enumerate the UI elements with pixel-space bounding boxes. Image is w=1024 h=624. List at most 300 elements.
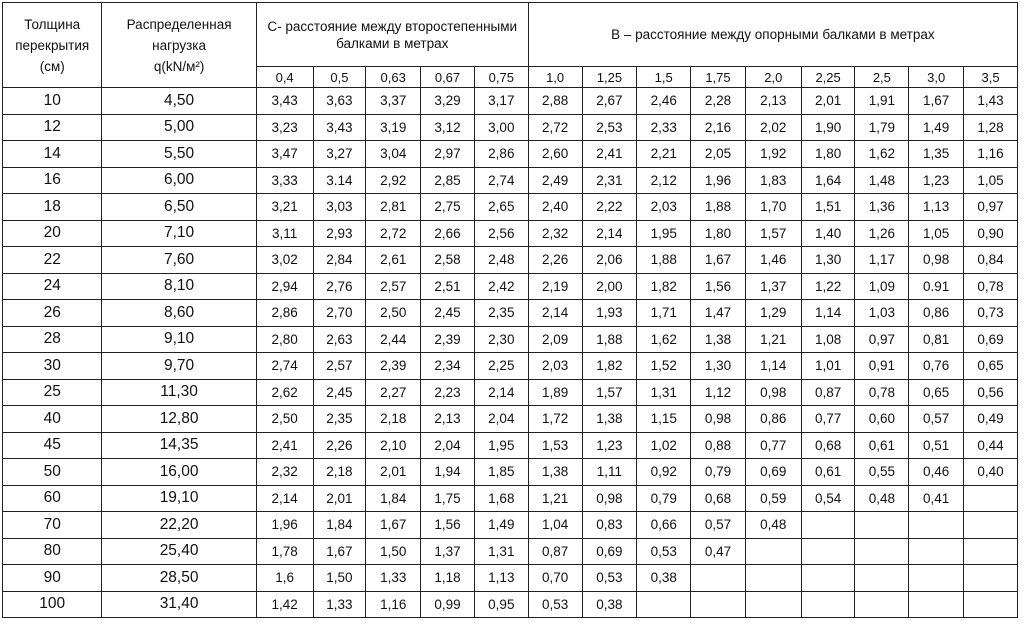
load-cell: 11,30 [102,379,256,406]
c-value-cell: 0,95 [474,591,528,618]
b-value-cell: 1,90 [801,114,855,141]
b-value-cell: 0,97 [964,194,1018,221]
c-value-cell: 2,04 [421,432,475,459]
b-value-cell [801,512,855,539]
b-value-cell: 0,49 [964,406,1018,433]
b-value-cell: 2,05 [691,141,746,168]
b-value-cell: 2,28 [691,88,746,115]
b-value-cell: 0,87 [528,538,582,565]
header-load-title: Распределенная нагрузка [126,16,232,53]
b-value-cell: 2,40 [528,194,582,221]
b-value-cell: 1,35 [909,141,964,168]
c-value-cell: 2,01 [313,485,366,512]
table-row [3,114,1018,141]
c-value-cell: 2,18 [313,459,366,486]
b-value-cell: 0,98 [909,247,964,274]
c-value-cell: 1,68 [474,485,528,512]
c-value-cell: 3,63 [313,88,366,115]
b-value-cell: 1,31 [637,379,691,406]
c-value-cell: 3,47 [256,141,313,168]
c-value-cell: 2,14 [474,379,528,406]
b-value-cell: 0,79 [691,459,746,486]
b-value-cell: 2,03 [528,353,582,380]
load-cell: 5,00 [102,114,256,141]
b-value-cell: 0,38 [582,591,637,618]
b-value-cell: 0,98 [745,379,801,406]
c-value-cell: 3,03 [313,194,366,221]
b-value-cell: 1,37 [745,273,801,300]
c-value-cell: 1,50 [366,538,421,565]
c-value-cell: 2,86 [474,141,528,168]
thickness-cell: 18 [3,194,102,221]
load-cell: 7,10 [102,220,256,247]
c-value-cell: 1,18 [421,565,475,592]
b-value-cell: 0,73 [964,300,1018,327]
load-cell: 4,50 [102,88,256,115]
c-value-cell: 2,45 [313,379,366,406]
header-b-3: 1,75 [691,67,746,88]
c-value-cell: 3,43 [313,114,366,141]
b-value-cell: 2,72 [528,114,582,141]
header-b-group: В – расстояние между опорными балками в метрах [528,3,1017,67]
c-value-cell: 2,94 [256,273,313,300]
header-b-8: 3,5 [964,67,1018,88]
table-row [3,512,1018,539]
c-value-cell: 2,44 [366,326,421,353]
b-value-cell: 0,97 [855,326,909,353]
b-value-cell [964,591,1018,618]
c-value-cell: 2,74 [256,353,313,380]
b-value-cell [745,565,801,592]
c-value-cell: 2,41 [256,432,313,459]
b-value-cell: 0,90 [964,220,1018,247]
thickness-cell: 100 [3,591,102,618]
c-value-cell: 2,61 [366,247,421,274]
b-value-cell [855,512,909,539]
b-value-cell: 0,66 [637,512,691,539]
c-value-cell: 2,65 [474,194,528,221]
b-value-cell: 2,06 [582,247,637,274]
b-value-cell: 0,38 [637,565,691,592]
b-value-cell: 1,62 [637,326,691,353]
b-value-cell: 0,65 [909,379,964,406]
b-value-cell: 1,11 [582,459,637,486]
c-value-cell: 1,13 [474,565,528,592]
b-value-cell: 0,88 [691,432,746,459]
b-value-cell: 1,46 [745,247,801,274]
b-value-cell: 1,64 [801,167,855,194]
c-value-cell: 2,58 [421,247,475,274]
b-value-cell: 2,02 [745,114,801,141]
b-value-cell: 1,15 [637,406,691,433]
b-value-cell: 1,67 [691,247,746,274]
header-b-2: 1,5 [637,67,691,88]
table-body [3,88,1018,618]
thickness-cell: 14 [3,141,102,168]
b-value-cell: 0,68 [801,432,855,459]
thickness-cell: 25 [3,379,102,406]
table-row [3,406,1018,433]
b-value-cell: 2,46 [637,88,691,115]
thickness-cell: 60 [3,485,102,512]
b-value-cell: 1,38 [582,406,637,433]
c-value-cell: 2,45 [421,300,475,327]
b-value-cell: 1,43 [964,88,1018,115]
b-value-cell [909,565,964,592]
c-value-cell: 2,35 [474,300,528,327]
b-value-cell [855,538,909,565]
b-value-cell: 1,67 [909,88,964,115]
c-value-cell: 2,26 [313,432,366,459]
b-value-cell: 0,48 [745,512,801,539]
c-value-cell: 2,14 [256,485,313,512]
load-cell: 5,50 [102,141,256,168]
b-value-cell: 1,29 [745,300,801,327]
thickness-cell: 26 [3,300,102,327]
b-value-cell: 2,60 [528,141,582,168]
b-value-cell: 1,36 [855,194,909,221]
b-value-cell: 1,21 [745,326,801,353]
b-value-cell: 0,40 [964,459,1018,486]
b-value-cell: 1,28 [964,114,1018,141]
b-value-cell: 1,49 [909,114,964,141]
c-value-cell: 2,18 [366,406,421,433]
c-value-cell: 2,04 [474,406,528,433]
c-value-cell: 2,72 [366,220,421,247]
header-c-1: 0,5 [313,67,366,88]
b-value-cell: 0,47 [691,538,746,565]
c-value-cell: 2,92 [366,167,421,194]
table-row [3,141,1018,168]
b-value-cell: 2,14 [528,300,582,327]
b-value-cell: 1,03 [855,300,909,327]
b-value-cell: 0,46 [909,459,964,486]
c-value-cell: 1,78 [256,538,313,565]
thickness-cell: 12 [3,114,102,141]
c-value-cell: 1,49 [474,512,528,539]
b-value-cell: 2,32 [528,220,582,247]
load-cell: 9,70 [102,353,256,380]
b-value-cell: 0,84 [964,247,1018,274]
b-value-cell: 0,86 [909,300,964,327]
b-value-cell: 0,44 [964,432,1018,459]
b-value-cell: 0,53 [528,591,582,618]
c-value-cell: 2,23 [421,379,475,406]
b-value-cell: 1,16 [964,141,1018,168]
b-value-cell: 1,52 [637,353,691,380]
b-value-cell: 1,57 [582,379,637,406]
b-value-cell: 1,96 [691,167,746,194]
thickness-cell: 80 [3,538,102,565]
thickness-cell: 20 [3,220,102,247]
b-value-cell: 1,21 [528,485,582,512]
c-value-cell: 1,94 [421,459,475,486]
table-row [3,326,1018,353]
b-value-cell: 0,81 [909,326,964,353]
b-value-cell: 1,62 [855,141,909,168]
load-cell: 8,10 [102,273,256,300]
c-value-cell: 1,50 [313,565,366,592]
header-c-0: 0,4 [256,67,313,88]
b-value-cell: 0,83 [582,512,637,539]
b-value-cell: 1,47 [691,300,746,327]
b-value-cell: 2,00 [582,273,637,300]
c-value-cell: 2,80 [256,326,313,353]
b-value-cell: 2,03 [637,194,691,221]
c-value-cell: 2,42 [474,273,528,300]
c-value-cell: 1,37 [421,538,475,565]
b-value-cell: 0,48 [855,485,909,512]
c-value-cell: 2,74 [474,167,528,194]
c-value-cell: 3.14 [313,167,366,194]
b-value-cell: 1,22 [801,273,855,300]
c-value-cell: 2,76 [313,273,366,300]
b-value-cell: 0,70 [528,565,582,592]
c-value-cell: 2,81 [366,194,421,221]
b-value-cell: 1,91 [855,88,909,115]
c-value-cell: 1,56 [421,512,475,539]
b-value-cell: 0,77 [745,432,801,459]
c-value-cell: 3,11 [256,220,313,247]
b-value-cell: 2,01 [801,88,855,115]
c-value-cell: 3,02 [256,247,313,274]
header-c-4: 0,75 [474,67,528,88]
table-row [3,220,1018,247]
c-value-cell: 3,19 [366,114,421,141]
b-value-cell: 2,53 [582,114,637,141]
thickness-cell: 90 [3,565,102,592]
b-value-cell [909,538,964,565]
b-value-cell: 1,53 [528,432,582,459]
c-value-cell: 1,84 [313,512,366,539]
b-value-cell: 0,61 [855,432,909,459]
c-value-cell: 2,84 [313,247,366,274]
b-value-cell: 1,38 [528,459,582,486]
c-value-cell: 1,33 [313,591,366,618]
c-value-cell: 2,57 [313,353,366,380]
b-value-cell: 1,88 [582,326,637,353]
b-value-cell: 1,05 [964,167,1018,194]
b-value-cell: 1,23 [582,432,637,459]
b-value-cell: 1,80 [801,141,855,168]
b-value-cell: 1,30 [801,247,855,274]
c-value-cell: 3,37 [366,88,421,115]
c-value-cell: 1,6 [256,565,313,592]
header-b-1: 1,25 [582,67,637,88]
b-value-cell [855,591,909,618]
c-value-cell: 3,21 [256,194,313,221]
c-value-cell: 3,27 [313,141,366,168]
b-value-cell: 0,59 [745,485,801,512]
c-value-cell: 3,33 [256,167,313,194]
c-value-cell: 1,95 [474,432,528,459]
b-value-cell: 0,53 [582,565,637,592]
c-value-cell: 2,32 [256,459,313,486]
c-value-cell: 1,33 [366,565,421,592]
c-value-cell: 3,17 [474,88,528,115]
b-value-cell: 0,68 [691,485,746,512]
b-value-cell [855,565,909,592]
b-value-cell: 1,88 [691,194,746,221]
c-value-cell: 2,66 [421,220,475,247]
c-value-cell: 3,29 [421,88,475,115]
b-value-cell: 2,88 [528,88,582,115]
b-value-cell: 1,01 [801,353,855,380]
b-value-cell [964,538,1018,565]
c-value-cell: 3,23 [256,114,313,141]
c-value-cell: 3,00 [474,114,528,141]
b-value-cell: 1,12 [691,379,746,406]
load-cell: 25,40 [102,538,256,565]
b-value-cell: 0,69 [745,459,801,486]
table-row [3,459,1018,486]
c-value-cell: 2,63 [313,326,366,353]
header-b-4: 2,0 [745,67,801,88]
thickness-cell: 45 [3,432,102,459]
header-load-unit: q(kN/м²) [153,58,205,74]
c-value-cell: 2,30 [474,326,528,353]
b-value-cell: 1,70 [745,194,801,221]
b-value-cell: 0,91 [855,353,909,380]
table-row [3,194,1018,221]
load-cell: 16,00 [102,459,256,486]
b-value-cell: 1,38 [691,326,746,353]
table-row [3,88,1018,115]
b-value-cell: 0,77 [801,406,855,433]
b-value-cell: 2,19 [528,273,582,300]
b-value-cell: 2,12 [637,167,691,194]
thickness-cell: 22 [3,247,102,274]
b-value-cell [691,591,746,618]
c-value-cell: 2,13 [421,406,475,433]
b-value-cell: 0,55 [855,459,909,486]
b-value-cell: 2,21 [637,141,691,168]
header-b-5: 2,25 [801,67,855,88]
b-value-cell: 1,93 [582,300,637,327]
table-row [3,300,1018,327]
b-value-cell: 1,51 [801,194,855,221]
c-value-cell: 2,39 [421,326,475,353]
b-value-cell: 0,92 [637,459,691,486]
b-value-cell: 1,09 [855,273,909,300]
c-value-cell: 2,50 [256,406,313,433]
load-cell: 22,20 [102,512,256,539]
b-value-cell: 0,78 [855,379,909,406]
b-value-cell: 2,31 [582,167,637,194]
b-value-cell: 1,56 [691,273,746,300]
load-cell: 19,10 [102,485,256,512]
c-value-cell: 2,27 [366,379,421,406]
thickness-cell: 30 [3,353,102,380]
table-row [3,565,1018,592]
c-value-cell: 3,04 [366,141,421,168]
c-value-cell: 2,48 [474,247,528,274]
b-value-cell: 2,49 [528,167,582,194]
load-cell: 31,40 [102,591,256,618]
c-value-cell: 1,85 [474,459,528,486]
table-row [3,167,1018,194]
b-value-cell: 0,98 [691,406,746,433]
b-value-cell [964,565,1018,592]
table-row [3,432,1018,459]
b-value-cell: 1,57 [745,220,801,247]
b-value-cell: 1,30 [691,353,746,380]
b-value-cell: 1,71 [637,300,691,327]
c-value-cell: 2,10 [366,432,421,459]
b-value-cell: 0,78 [964,273,1018,300]
b-value-cell: 2,16 [691,114,746,141]
header-load [102,3,256,88]
b-value-cell: 1,13 [909,194,964,221]
b-value-cell [637,591,691,618]
b-value-cell [964,485,1018,512]
load-cell: 7,60 [102,247,256,274]
c-value-cell: 2,34 [421,353,475,380]
table-row [3,247,1018,274]
b-value-cell [801,591,855,618]
c-value-cell: 3,12 [421,114,475,141]
b-value-cell [909,512,964,539]
b-value-cell: 0,69 [582,538,637,565]
c-value-cell: 2,93 [313,220,366,247]
b-value-cell: 0,57 [691,512,746,539]
c-value-cell: 2,35 [313,406,366,433]
c-value-cell: 1,42 [256,591,313,618]
c-value-cell: 1,84 [366,485,421,512]
c-value-cell: 0,99 [421,591,475,618]
b-value-cell: 1,26 [855,220,909,247]
b-value-cell: 0,41 [909,485,964,512]
b-value-cell: 1,23 [909,167,964,194]
b-value-cell: 1,72 [528,406,582,433]
b-value-cell: 0,60 [855,406,909,433]
c-value-cell: 2,25 [474,353,528,380]
thickness-cell: 16 [3,167,102,194]
b-value-cell: 1,92 [745,141,801,168]
b-value-cell: 1,95 [637,220,691,247]
header-c-group: С- расстояние между второстепенными балками в метрах [256,3,528,67]
c-value-cell: 2,57 [366,273,421,300]
load-cell: 14,35 [102,432,256,459]
b-value-cell: 0,87 [801,379,855,406]
c-value-cell: 2,56 [474,220,528,247]
c-value-cell: 1,75 [421,485,475,512]
b-value-cell: 1,48 [855,167,909,194]
b-value-cell: 0,57 [909,406,964,433]
load-cell: 12,80 [102,406,256,433]
b-value-cell [801,565,855,592]
load-cell: 6,50 [102,194,256,221]
c-value-cell: 1,67 [313,538,366,565]
load-cell: 6,00 [102,167,256,194]
b-value-cell: 0,69 [964,326,1018,353]
header-b-0: 1,0 [528,67,582,88]
c-value-cell: 1,67 [366,512,421,539]
thickness-cell: 40 [3,406,102,433]
b-value-cell: 0,51 [909,432,964,459]
c-value-cell: 1,96 [256,512,313,539]
c-value-cell: 2,70 [313,300,366,327]
c-value-cell: 2,97 [421,141,475,168]
b-value-cell: 0,86 [745,406,801,433]
header-c-3: 0,67 [421,67,475,88]
b-value-cell: 1,82 [582,353,637,380]
b-value-cell [964,512,1018,539]
c-value-cell: 3,43 [256,88,313,115]
b-value-cell: 0,54 [801,485,855,512]
b-value-cell: 1,83 [745,167,801,194]
b-value-cell: 1,80 [691,220,746,247]
